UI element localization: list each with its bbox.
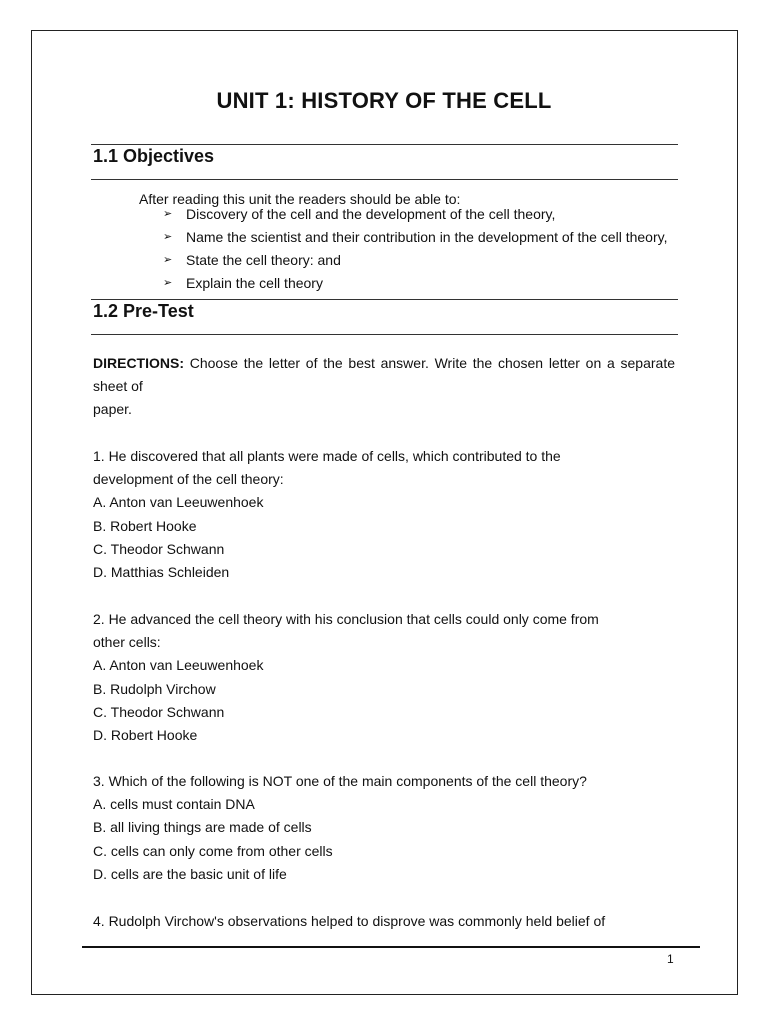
answer-option: B. all living things are made of cells — [93, 819, 312, 836]
arrow-bullet-icon: ➢ — [163, 254, 173, 266]
pretest-heading: 1.2 Pre-Test — [93, 301, 194, 321]
question-text: development of the cell theory: — [93, 471, 284, 488]
question-3 — [93, 770, 673, 886]
answer-option: D. cells are the basic unit of life — [93, 865, 287, 882]
answer-option: D. Matthias Schleiden — [93, 564, 230, 581]
answer-option: A. cells must contain DNA — [93, 796, 255, 813]
list-item: ➢ Explain the cell theory — [163, 275, 323, 291]
section-rule — [91, 179, 678, 180]
footer-rule — [82, 946, 700, 948]
directions-paragraph: DIRECTIONS: Choose the letter of the best answer. Write the chosen letter on a separate sheet of paper. — [93, 355, 675, 418]
answer-option: C. Theodor Schwann — [93, 703, 225, 720]
section-rule — [91, 299, 678, 300]
answer-option: C. Theodor Schwann — [93, 540, 225, 557]
question-text: 3. Which of the following is NOT one of the main components of the cell theory? — [93, 773, 587, 789]
objectives-list — [163, 206, 667, 298]
section-rule — [91, 334, 678, 335]
answer-option: A. Anton van Leeuwenhoek — [93, 657, 264, 674]
answer-option: A. Anton van Leeuwenhoek — [93, 494, 264, 511]
answer-option: C. cells can only come from other cells — [93, 842, 333, 859]
answer-option: B. Robert Hooke — [93, 517, 197, 534]
answer-option: B. Rudolph Virchow — [93, 680, 216, 697]
question-text: 1. He discovered that all plants were made of cells, which contributed to the — [93, 448, 561, 464]
arrow-bullet-icon: ➢ — [163, 231, 173, 243]
directions-label: DIRECTIONS: — [93, 355, 184, 371]
objectives-heading: 1.1 Objectives — [93, 146, 215, 166]
page-number: 1 — [667, 952, 674, 966]
question-4 — [93, 910, 673, 933]
arrow-bullet-icon: ➢ — [163, 277, 173, 289]
list-item: ➢ State the cell theory: and — [163, 252, 341, 268]
question-text: other cells: — [93, 634, 161, 651]
question-text: 2. He advanced the cell theory with his conclusion that cells could only come from — [93, 611, 599, 627]
arrow-bullet-icon: ➢ — [163, 208, 173, 220]
objectives-intro: After reading this unit the readers should be able to: — [139, 191, 461, 207]
list-item: ➢ Name the scientist and their contribution in the development of the cell theory, — [163, 229, 668, 245]
section-rule — [91, 144, 678, 145]
page-title: UNIT 1: HISTORY OF THE CELL — [216, 88, 552, 113]
question-2 — [93, 608, 673, 747]
question-text: 4. Rudolph Virchow's observations helped to disprove was commonly held belief of — [93, 913, 606, 929]
question-1 — [93, 445, 673, 584]
list-item: ➢ Discovery of the cell and the development of the cell theory, — [163, 206, 556, 222]
answer-option: D. Robert Hooke — [93, 727, 198, 744]
